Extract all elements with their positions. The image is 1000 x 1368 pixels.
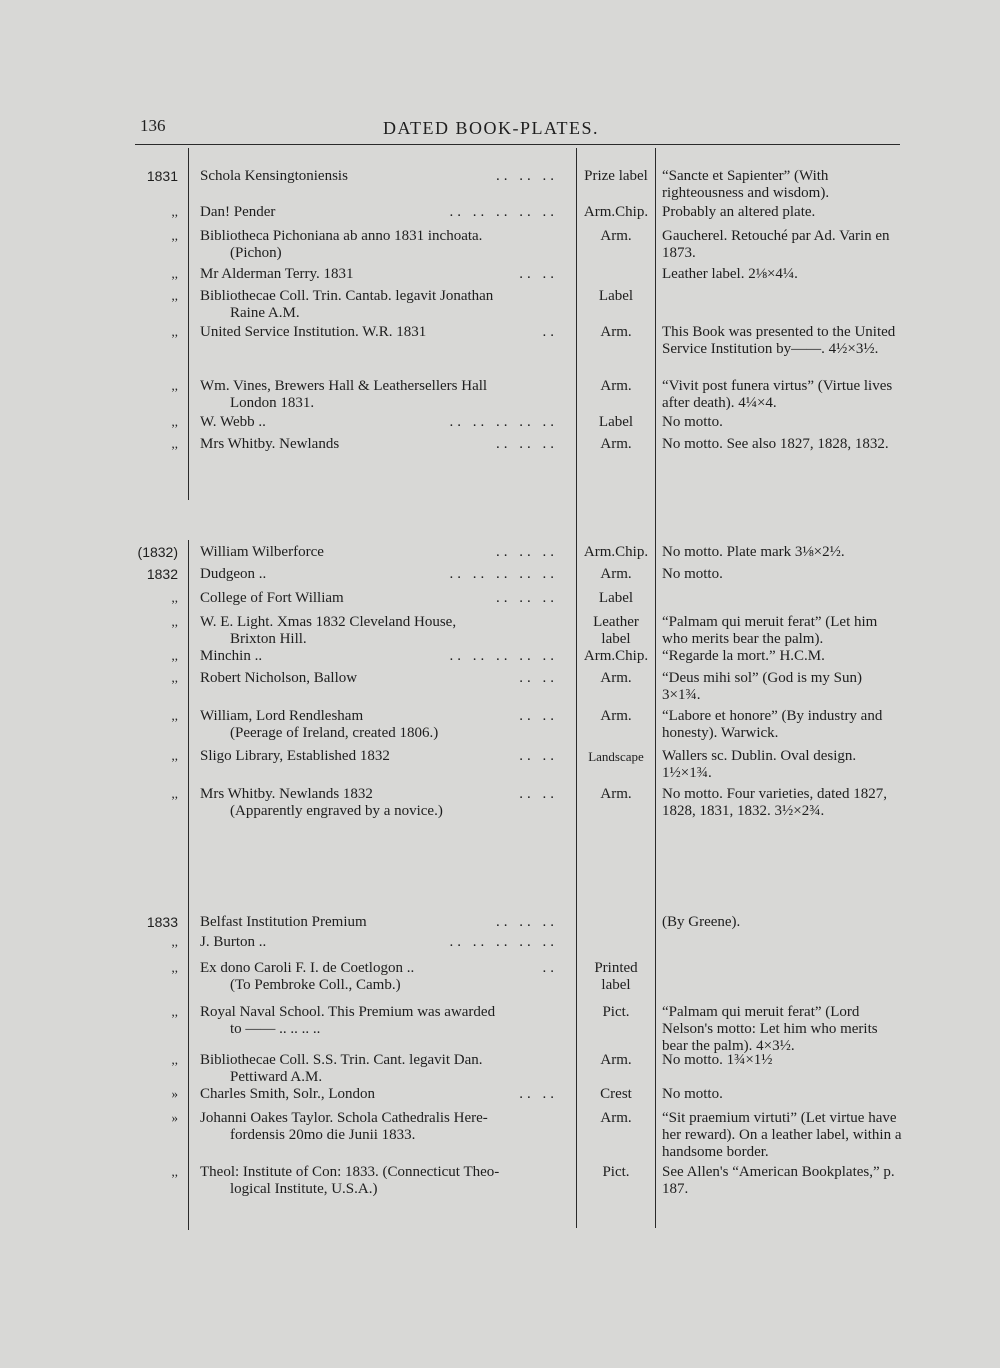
entry-note: See Allen's “American Bookplates,” p. 187. — [662, 1164, 895, 1197]
entry-note: “Labore et honore” (By industry and honesty). Warwick. — [662, 708, 883, 741]
leader-dots: .. .. .. — [496, 168, 558, 184]
entry-kind: Arm.Chip. — [583, 544, 649, 560]
entry-name — [200, 1052, 558, 1086]
entry-name-line1: Bibliotheca Pichoniana ab anno 1831 inchoata. — [200, 228, 483, 244]
entry-year: ,, — [171, 614, 178, 629]
entry-year: ,, — [171, 324, 178, 339]
entry-name-line1: Bibliothecae Coll. Trin. Cantab. legavit Jonathan — [200, 288, 494, 304]
entry-name-line2: (Peerage of Ireland, created 1806.) — [230, 725, 439, 741]
entry-year: ,, — [171, 648, 178, 663]
entry-note: “Deus mihi sol” (God is my Sun) 3×1¾. — [662, 670, 862, 703]
entry-name — [200, 960, 558, 994]
entry-name-line1: Bibliothecae Coll. S.S. Trin. Cant. legavit Dan. — [200, 1052, 483, 1068]
entry-name — [200, 288, 558, 322]
entry-name — [200, 378, 558, 412]
entry-note: No motto. Plate mark 3⅛×2½. — [662, 544, 845, 560]
leader-dots: .. .. — [519, 708, 558, 724]
entry-year: ,, — [171, 204, 178, 219]
entry-name-line1: Wm. Vines, Brewers Hall & Leathersellers Hall — [200, 378, 488, 394]
entry-name-line2: (Pichon) — [230, 245, 282, 261]
entry-name-line2: to —— .. .. .. .. — [230, 1021, 321, 1037]
entry-name — [200, 1164, 558, 1198]
entry-kind: Label — [598, 414, 634, 430]
entry-kind: Arm. — [600, 436, 632, 452]
leader-dots: .. .. .. .. .. — [449, 414, 558, 430]
entry-year: ,, — [171, 670, 178, 685]
entry-name-line1: Dudgeon .. — [200, 566, 267, 582]
entry-name — [200, 614, 558, 648]
entry-name-line2: (Apparently engraved by a novice.) — [230, 803, 443, 819]
entry-note: “Palmam qui meruit ferat” (Lord Nelson's motto: Let him who merits bear the palm). 4×3½. — [662, 1004, 878, 1054]
leader-dots: .. — [542, 324, 558, 340]
entry-note: No motto. — [662, 1086, 723, 1102]
entry-note: “Sit praemium virtuti” (Let virtue have her reward). On a leather label, within a handsome border. — [662, 1110, 902, 1160]
entry-kind: Arm. — [600, 786, 632, 802]
entry-year: ,, — [171, 708, 178, 723]
entry-year: ,, — [171, 960, 178, 975]
entry-kind: Crest — [600, 1086, 632, 1102]
entry-note: No motto. — [662, 414, 723, 430]
entry-name — [200, 414, 558, 431]
entry-year: » — [171, 1110, 178, 1125]
entry-year: ,, — [171, 436, 178, 451]
entry-year: 1832 — [146, 566, 178, 582]
entry-note: No motto. Four varieties, dated 1827, 1828, 1831, 1832. 3½×2¾. — [662, 786, 887, 819]
entry-note: Wallers sc. Dublin. Oval design. 1½×1¾. — [662, 748, 857, 781]
entry-year: ,, — [171, 1052, 178, 1067]
entry-kind: Prize label — [584, 168, 648, 184]
entry-name — [200, 324, 558, 341]
entry-name-line2: London 1831. — [230, 395, 315, 411]
entry-year: ,, — [171, 228, 178, 243]
entry-note: “Sancte et Sapienter” (With righteousness and wisdom). — [662, 168, 830, 201]
entry-name-line1: William, Lord Rendlesham — [200, 708, 364, 724]
entry-name — [200, 228, 558, 262]
entry-name — [200, 748, 558, 765]
entry-note: Leather label. 2⅛×4¼. — [662, 266, 798, 282]
column-rule-note — [655, 148, 656, 1228]
entry-name-line1: Belfast Institution Premium — [200, 914, 367, 930]
leader-dots: .. .. .. — [496, 590, 558, 606]
entry-name-line1: William Wilberforce — [200, 544, 324, 560]
column-rule-year — [188, 148, 189, 500]
entry-note: No motto. — [662, 566, 723, 582]
entry-name-line2: Brixton Hill. — [230, 631, 307, 647]
entry-kind: Arm.Chip. — [583, 204, 649, 220]
entry-kind: Label — [598, 590, 634, 606]
entry-name — [200, 436, 558, 453]
entry-name-line1: Mrs Whitby. Newlands — [200, 436, 340, 452]
entry-name-line1: Mrs Whitby. Newlands 1832 — [200, 786, 373, 802]
entry-note: No motto. 1¾×1½ — [662, 1052, 773, 1068]
entry-name-line1: Charles Smith, Solr., London — [200, 1086, 376, 1102]
leader-dots: .. .. .. .. .. — [449, 204, 558, 220]
leader-dots: .. .. .. .. .. — [449, 934, 558, 950]
entry-kind: Pict. — [602, 1004, 630, 1020]
leader-dots: .. — [542, 960, 558, 976]
entry-name — [200, 204, 558, 221]
entry-year: ,, — [171, 266, 178, 281]
entry-name-line1: Royal Naval School. This Premium was awarded — [200, 1004, 496, 1020]
entry-name — [200, 566, 558, 583]
entry-name — [200, 1004, 558, 1038]
entry-name-line1: Ex dono Caroli F. I. de Coetlogon .. — [200, 960, 415, 976]
header-rule — [135, 144, 900, 145]
entry-year: ,, — [171, 288, 178, 303]
entry-name — [200, 168, 558, 185]
entry-kind: Arm. — [600, 1110, 632, 1126]
entry-name-line1: Robert Nicholson, Ballow — [200, 670, 358, 686]
leader-dots: .. .. — [519, 748, 558, 764]
entry-name — [200, 1086, 558, 1103]
entry-note: “Regarde la mort.” H.C.M. — [662, 648, 825, 664]
entry-name-line2: (To Pembroke Coll., Camb.) — [230, 977, 401, 993]
entry-name-line1: Dan! Pender — [200, 204, 276, 220]
entry-year: ,, — [171, 748, 178, 763]
page-number: 136 — [140, 116, 166, 135]
entry-name-line1: United Service Institution. W.R. 1831 — [200, 324, 427, 340]
leader-dots: .. .. .. .. .. — [449, 566, 558, 582]
entry-kind: Arm. — [600, 708, 632, 724]
entry-kind: Arm. — [600, 324, 632, 340]
entry-year: » — [171, 1086, 178, 1101]
entry-name — [200, 1110, 558, 1144]
entry-note: “Palmam qui meruit ferat” (Let him who merits bear the palm). — [662, 614, 878, 647]
entry-name-line1: W. Webb .. — [200, 414, 266, 430]
entry-kind: Printed label — [594, 960, 638, 993]
entry-year: ,, — [171, 1164, 178, 1179]
entry-name — [200, 670, 558, 687]
entry-kind: Arm. — [600, 566, 632, 582]
entry-kind: Arm. — [600, 228, 632, 244]
leader-dots: .. .. — [519, 786, 558, 802]
entry-note: This Book was presented to the United Service Institution by——. 4½×3½. — [662, 324, 896, 357]
entry-name — [200, 590, 558, 607]
entry-note: Gaucherel. Retouché par Ad. Varin en 1873. — [662, 228, 890, 261]
running-head: DATED BOOK-PLATES. — [383, 118, 599, 138]
entry-name-line2: Pettiward A.M. — [230, 1069, 323, 1085]
entry-name — [200, 934, 558, 951]
entry-name-line1: Johanni Oakes Taylor. Schola Cathedralis Here- — [200, 1110, 488, 1126]
column-rule-kind — [576, 148, 577, 1228]
entry-name-line2: fordensis 20mo die Junii 1833. — [230, 1127, 416, 1143]
entry-name-line1: Theol: Institute of Con: 1833. (Connecticut Theo- — [200, 1164, 500, 1180]
entry-kind: Landscape — [588, 749, 644, 764]
leader-dots: .. .. — [519, 1086, 558, 1102]
entry-kind: Pict. — [602, 1164, 630, 1180]
entry-name — [200, 914, 558, 931]
entry-name-line1: Schola Kensingtoniensis — [200, 168, 348, 184]
entry-name — [200, 708, 558, 742]
entry-name — [200, 786, 558, 820]
entry-year: ,, — [171, 414, 178, 429]
leader-dots: .. .. .. — [496, 914, 558, 930]
entry-name-line2: Raine A.M. — [230, 305, 300, 321]
entry-kind: Arm. — [600, 378, 632, 394]
entry-kind: Arm.Chip. — [583, 648, 649, 664]
entry-kind: Leather label — [593, 614, 639, 647]
entry-year: ,, — [171, 1004, 178, 1019]
entry-name — [200, 648, 558, 665]
leader-dots: .. .. — [519, 266, 558, 282]
entry-note: No motto. See also 1827, 1828, 1832. — [662, 436, 889, 452]
entry-name-line1: J. Burton .. — [200, 934, 267, 950]
entry-year: ,, — [171, 378, 178, 393]
entry-year: ,, — [171, 934, 178, 949]
entry-note: (By Greene). — [662, 914, 741, 930]
column-rule-year-2 — [188, 540, 189, 1230]
entry-name-line1: W. E. Light. Xmas 1832 Cleveland House, — [200, 614, 457, 630]
entry-name-line1: Minchin .. — [200, 648, 263, 664]
entry-name-line1: College of Fort William — [200, 590, 344, 606]
entry-kind: Arm. — [600, 670, 632, 686]
entry-year: (1832) — [137, 544, 178, 560]
entry-year: ,, — [171, 590, 178, 605]
leader-dots: .. .. — [519, 670, 558, 686]
leader-dots: .. .. .. — [496, 436, 558, 452]
entry-year: 1833 — [146, 914, 178, 930]
entry-name-line1: Mr Alderman Terry. 1831 — [200, 266, 354, 282]
leader-dots: .. .. .. — [496, 544, 558, 560]
entry-kind: Label — [598, 288, 634, 304]
leader-dots: .. .. .. .. .. — [449, 648, 558, 664]
entry-year: ,, — [171, 786, 178, 801]
entry-name — [200, 266, 558, 283]
entry-name-line2: logical Institute, U.S.A.) — [230, 1181, 378, 1197]
entry-note: “Vivit post funera virtus” (Virtue lives after death). 4¼×4. — [662, 378, 893, 411]
entry-note: Probably an altered plate. — [662, 204, 816, 220]
entry-year: 1831 — [146, 168, 178, 184]
entry-name — [200, 544, 558, 561]
entry-kind: Arm. — [600, 1052, 632, 1068]
entry-name-line1: Sligo Library, Established 1832 — [200, 748, 390, 764]
